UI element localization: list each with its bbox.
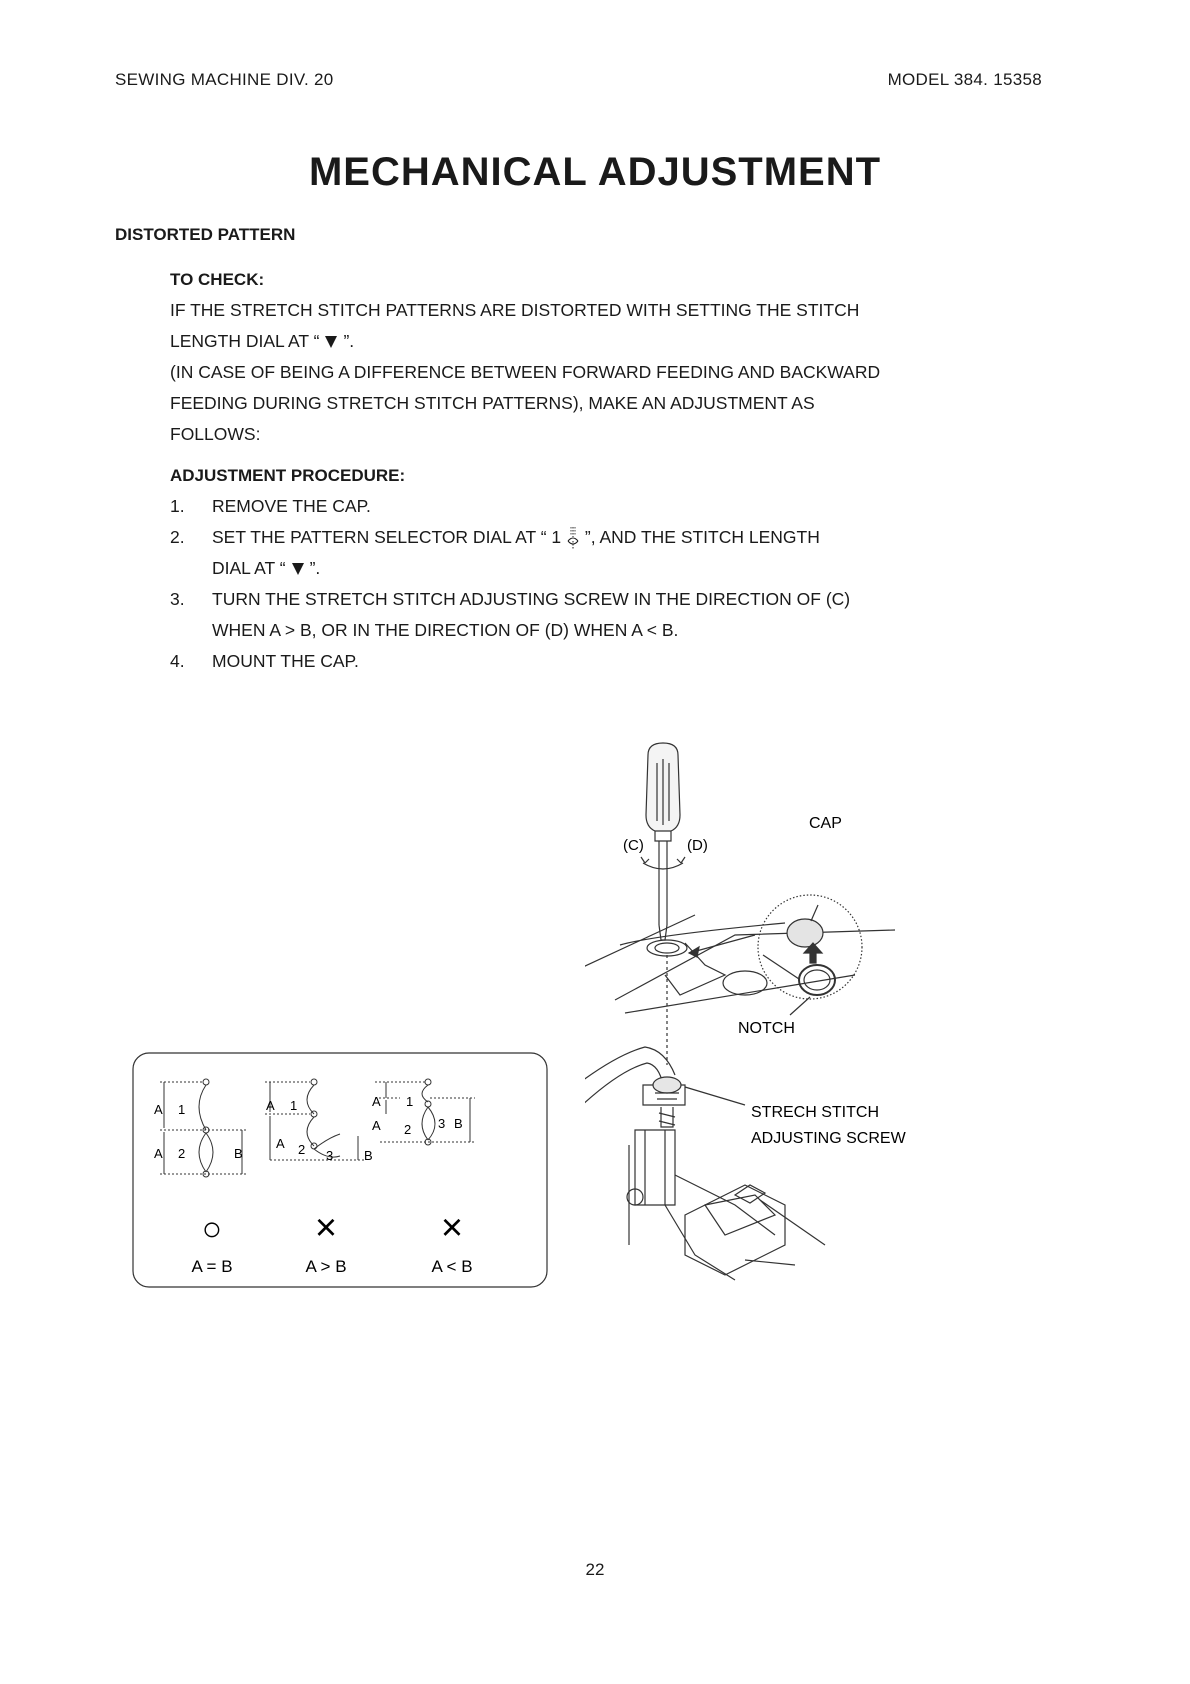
procedure-step-4	[170, 646, 1050, 677]
ng-mark-icon: ×	[440, 1207, 464, 1249]
caption-less: A < B	[431, 1257, 473, 1276]
step-number: 2.	[170, 527, 185, 547]
procedure-step-2	[170, 522, 1050, 584]
diagram-frame	[133, 1053, 547, 1287]
label-screw-line-1: STRECH STITCH	[751, 1104, 879, 1121]
label-b: B	[364, 1148, 373, 1163]
label-2: 2	[404, 1122, 412, 1137]
to-check-line-2-after: ”.	[343, 331, 355, 351]
triangle-down-icon	[292, 563, 304, 575]
caption-greater: A > B	[305, 1257, 347, 1276]
label-1: 1	[290, 1098, 298, 1113]
procedure-step-3	[170, 584, 1050, 646]
cap-icon	[787, 919, 823, 947]
header-model: MODEL 384. 15358	[887, 70, 1042, 89]
to-check-heading: TO CHECK:	[170, 270, 265, 289]
to-check-line-2-before: LENGTH DIAL AT “	[170, 331, 320, 351]
linkage-lower	[665, 1205, 735, 1280]
machine-diagram	[585, 735, 1015, 1295]
notch-leader	[790, 997, 810, 1015]
screw-leader	[685, 1087, 745, 1105]
screw-head	[655, 943, 679, 953]
arrow-c-icon	[641, 857, 649, 863]
label-a: A	[154, 1146, 163, 1161]
step-text-line-1-after: ”, AND THE STITCH LENGTH	[584, 527, 820, 547]
to-check-block	[170, 264, 1050, 450]
cap-leader	[811, 905, 818, 921]
arrow-d-icon	[677, 857, 685, 863]
step-number: 1.	[170, 496, 185, 516]
label-d: (D)	[687, 837, 708, 854]
label-3: 3	[326, 1148, 334, 1163]
label-cap: CAP	[809, 815, 842, 832]
step-text-line-2-before: DIAL AT “	[212, 558, 286, 578]
label-a: A	[266, 1098, 275, 1113]
step-text-line-2-after: ”.	[309, 558, 321, 578]
procedure-step-1	[170, 491, 1050, 522]
screwdriver-icon	[646, 743, 680, 940]
adjusting-screw-icon	[653, 1077, 681, 1093]
rotation-arrow-icon	[643, 863, 683, 869]
step-text-line-1: TURN THE STRETCH STITCH ADJUSTING SCREW IN THE DIRECTION OF (C)	[212, 589, 851, 609]
label-notch: NOTCH	[738, 1020, 795, 1037]
label-screw-line-2: ADJUSTING SCREW	[751, 1130, 906, 1147]
pattern-less	[375, 1079, 475, 1145]
label-b: B	[454, 1116, 463, 1131]
pattern-comparison-diagram	[130, 1050, 550, 1290]
step-number: 3.	[170, 589, 185, 609]
label-1: 1	[406, 1094, 414, 1109]
caption-equal: A = B	[191, 1257, 233, 1276]
pattern-equal	[160, 1079, 248, 1177]
label-a: A	[372, 1094, 381, 1109]
to-check-line-1: IF THE STRETCH STITCH PATTERNS ARE DISTORTED WITH SETTING THE STITCH	[170, 300, 860, 320]
support-post	[635, 1130, 675, 1205]
feed-base	[745, 1260, 795, 1265]
label-a: A	[154, 1102, 163, 1117]
section-title: DISTORTED PATTERN	[115, 225, 296, 244]
label-c: (C)	[623, 837, 644, 854]
step-number: 4.	[170, 651, 185, 671]
label-1: 1	[178, 1102, 186, 1117]
procedure-heading: ADJUSTMENT PROCEDURE:	[170, 466, 406, 485]
feed-rod	[760, 1200, 825, 1245]
page-number: 22	[585, 1560, 605, 1579]
procedure-steps	[170, 491, 1050, 677]
label-3: 3	[438, 1116, 446, 1131]
stretch-stitch-pattern-icon	[566, 527, 580, 549]
screw-thread	[655, 1093, 679, 1099]
label-a: A	[276, 1136, 285, 1151]
label-2: 2	[298, 1142, 306, 1157]
post-edge	[645, 1130, 665, 1205]
triangle-down-icon	[325, 336, 337, 348]
label-b: B	[234, 1146, 243, 1161]
label-2: 2	[178, 1146, 186, 1161]
linkage	[675, 1175, 775, 1235]
page-title: MECHANICAL ADJUSTMENT	[308, 150, 882, 194]
step-text-line-1-before: SET THE PATTERN SELECTOR DIAL AT “ 1	[212, 527, 562, 547]
cap-hole	[723, 971, 767, 995]
to-check-line-2	[170, 326, 1050, 357]
procedure-block	[170, 460, 1050, 677]
to-check-line-5: FOLLOWS:	[170, 424, 261, 444]
machine-bed	[585, 915, 785, 980]
step-text: MOUNT THE CAP.	[212, 651, 359, 671]
ng-mark-icon: ×	[314, 1207, 338, 1249]
to-check-line-4: FEEDING DURING STRETCH STITCH PATTERNS), MAKE AN ADJUSTMENT AS	[170, 393, 815, 413]
header-division: SEWING MACHINE DIV. 20	[115, 70, 334, 89]
step-text-line-2: WHEN A > B, OR IN THE DIRECTION OF (D) WHEN A < B.	[212, 620, 679, 640]
label-a: A	[372, 1118, 381, 1133]
to-check-line-3: (IN CASE OF BEING A DIFFERENCE BETWEEN FORWARD FEEDING AND BACKWARD	[170, 362, 881, 382]
step-text: REMOVE THE CAP.	[212, 496, 371, 516]
feed-block-top	[705, 1195, 775, 1235]
ok-mark-icon: ○	[201, 1210, 223, 1248]
notch-strip	[763, 955, 799, 979]
